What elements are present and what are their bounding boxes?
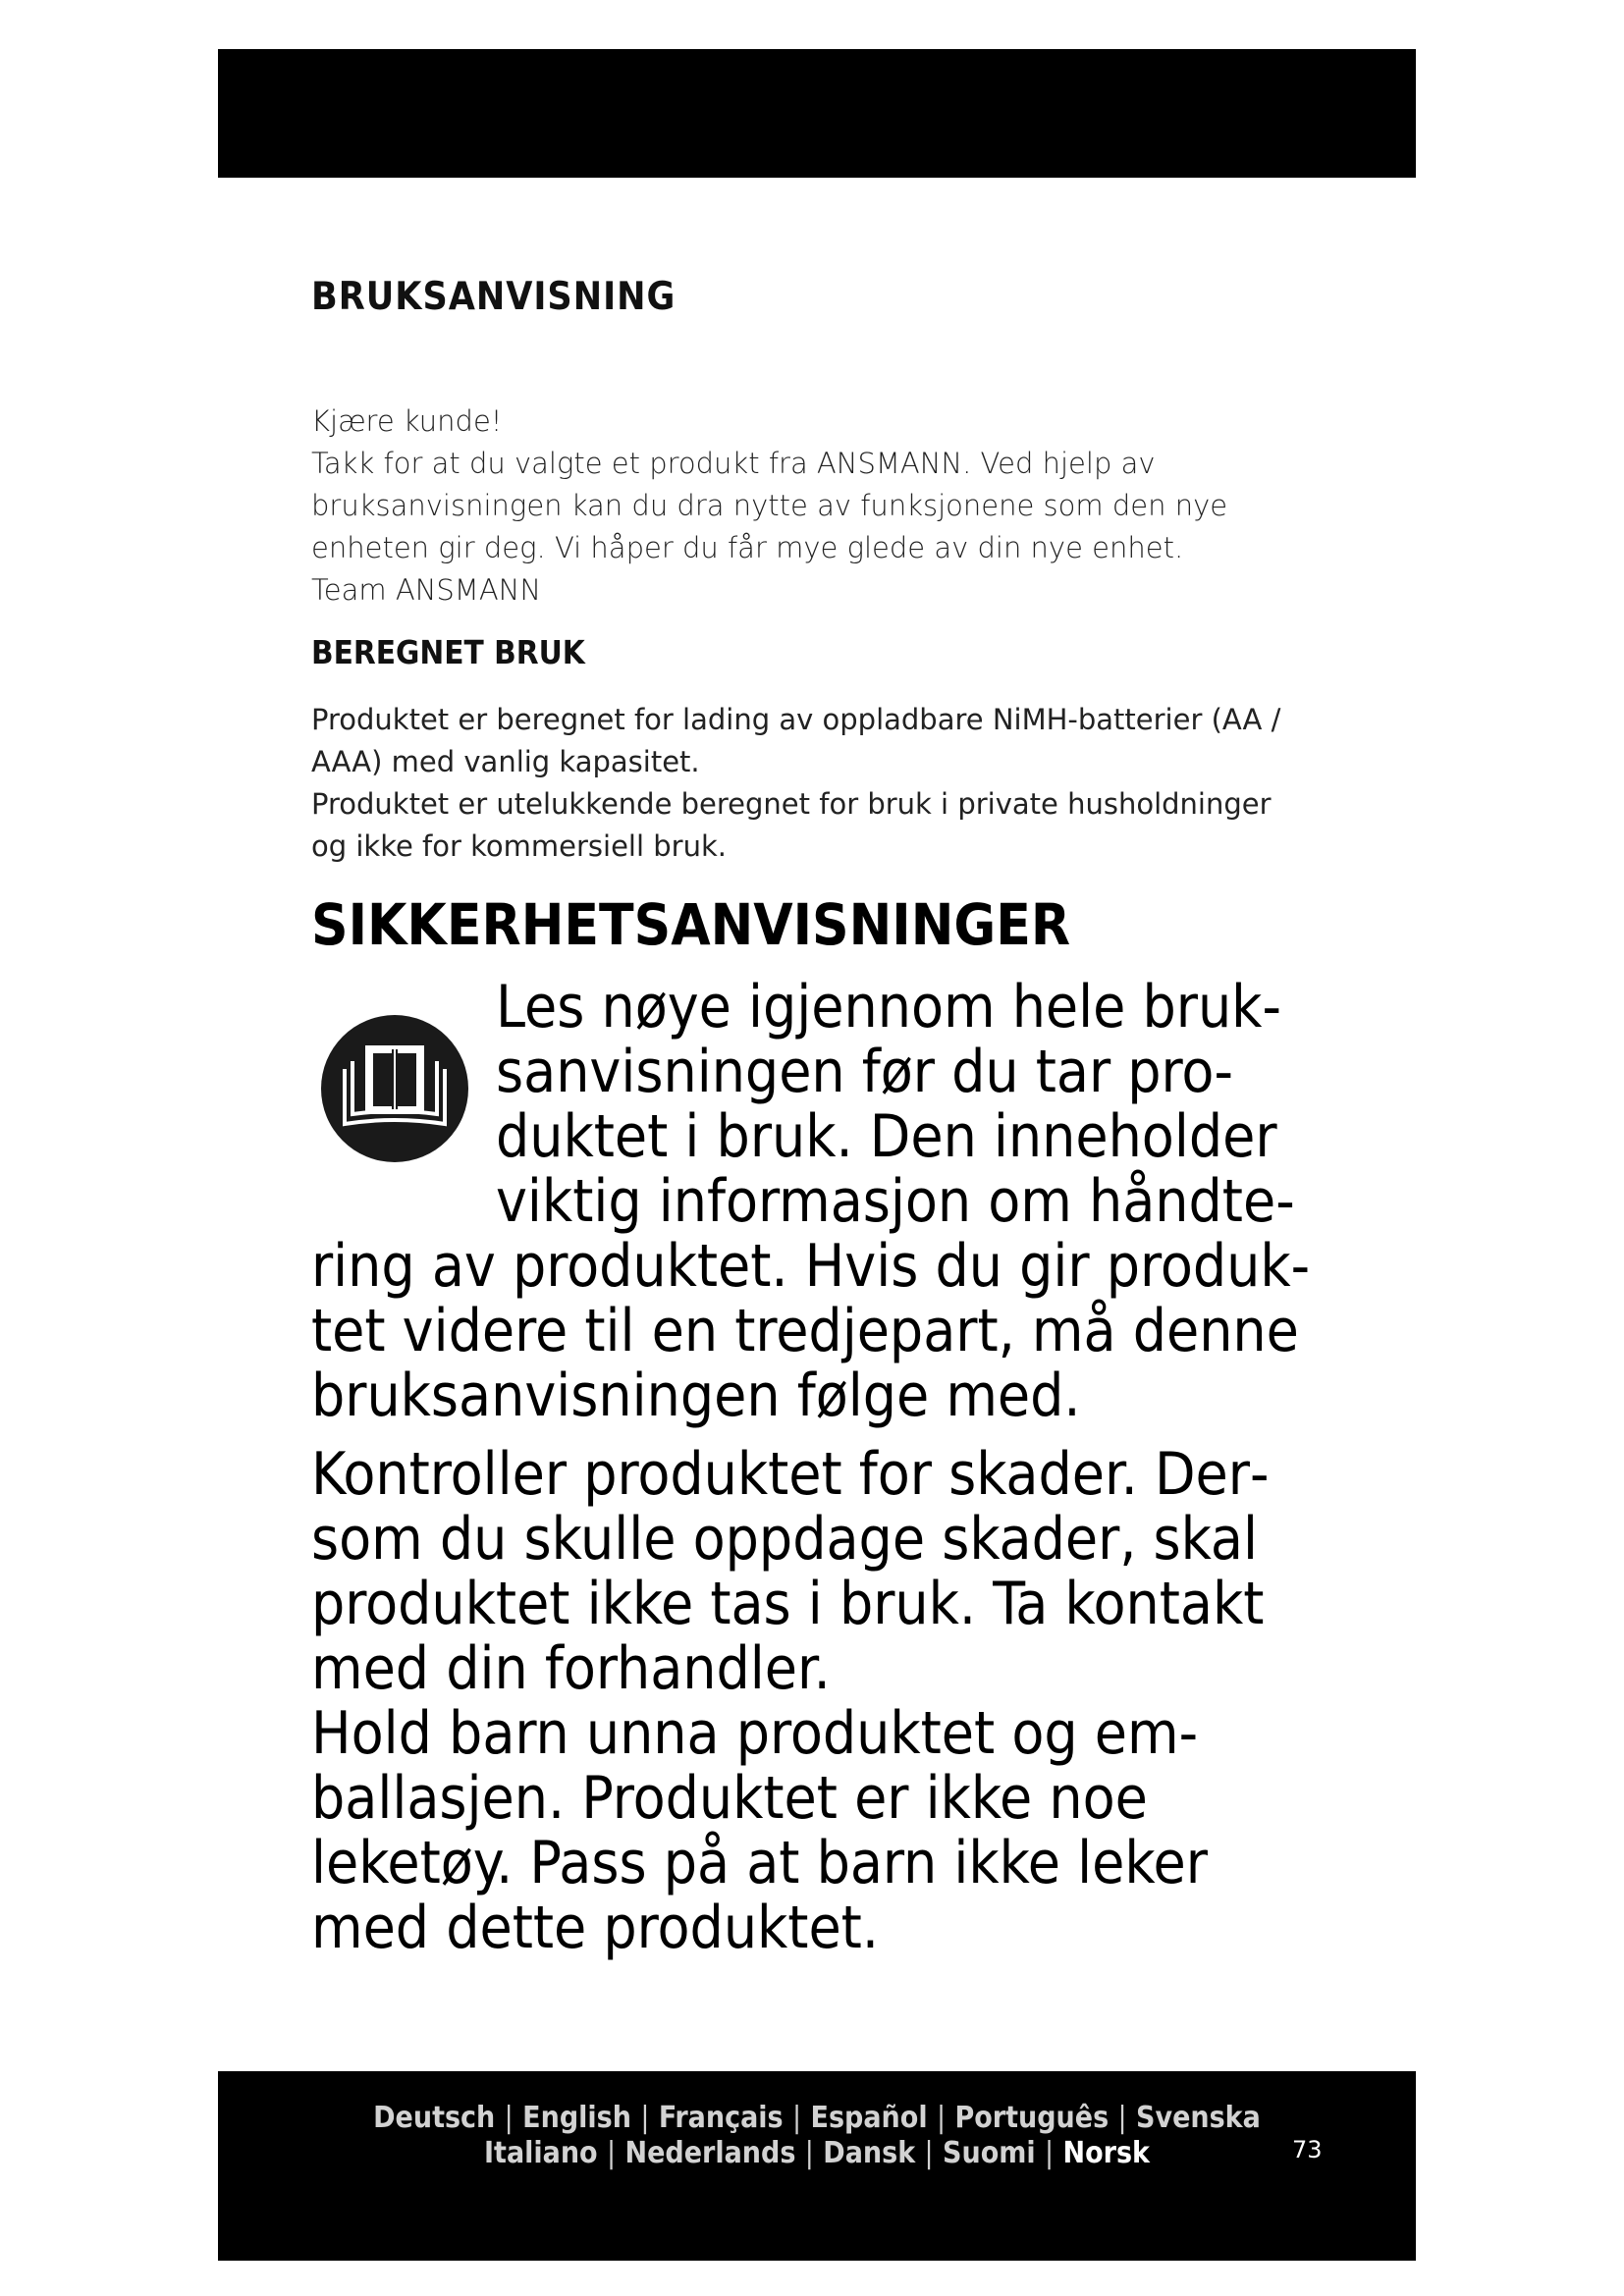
safety-paragraph-1: Les nøye igjennom hele bruksanvisningen før du tar produktet i bruk. Den inneholder viktig informasjon om håndtering av produktet. Hvis du gir produktet videre til en tredjepart, må denne bruksanvisningen følge med.	[311, 973, 1311, 1430]
separator: |	[936, 2101, 947, 2135]
lang-link[interactable]: Deutsch	[373, 2101, 496, 2135]
lang-link[interactable]: Español	[810, 2101, 928, 2135]
intended-use-section	[311, 699, 1313, 868]
lang-link[interactable]: Suomi	[943, 2136, 1036, 2170]
separator: |	[924, 2136, 934, 2170]
book-icon	[311, 975, 486, 1171]
intro-signature: Team ANSMANN	[311, 573, 542, 607]
lang-link[interactable]: Dansk	[823, 2136, 916, 2170]
separator: |	[792, 2101, 802, 2135]
safety-paragraph-2: Kontroller produktet for skader. Dersom du skulle oppdage skader, skal produktet ikke tas i bruk. Ta kontakt med din forhandler.	[311, 1440, 1270, 1703]
safety-section	[311, 975, 1318, 1960]
lang-link[interactable]: Français	[658, 2101, 784, 2135]
lang-link[interactable]: Nederlands	[624, 2136, 796, 2170]
language-line-1	[218, 2101, 1416, 2136]
top-bar	[218, 49, 1416, 178]
language-nav	[218, 2101, 1416, 2171]
separator: |	[1045, 2136, 1055, 2170]
lang-link[interactable]: Italiano	[484, 2136, 598, 2170]
safety-paragraph-3: Hold barn unna produktet og emballasjen. Produktet er ikke noe leketøy. Pass på at barn ikke leker med dette produktet.	[311, 1699, 1208, 1962]
intended-use-paragraph-1: Produktet er beregnet for lading av oppladbare NiMH-batterier (AA / AAA) med vanlig kapasitet.	[311, 703, 1281, 778]
language-line-2	[218, 2136, 1416, 2171]
page-title: BRUKSANVISNING	[311, 275, 677, 319]
intro-body: Takk for at du valgte et produkt fra ANSMANN. Ved hjelp av bruksanvisningen kan du dra nytte av funksjonene som den nye enheten gir deg. Vi håper du får mye glede av din nye enhet.	[311, 447, 1228, 564]
safety-heading: SIKKERHETSANVISNINGER	[311, 891, 1071, 958]
lang-link-active[interactable]: Norsk	[1062, 2136, 1150, 2170]
intended-use-paragraph-2: Produktet er utelukkende beregnet for bruk i private husholdninger og ikke for kommersiell bruk.	[311, 787, 1272, 863]
intended-use-heading: BEREGNET BRUK	[311, 633, 585, 671]
separator: |	[504, 2101, 514, 2135]
separator: |	[640, 2101, 650, 2135]
lang-link[interactable]: Português	[954, 2101, 1110, 2135]
separator: |	[607, 2136, 617, 2170]
lang-link[interactable]: English	[522, 2101, 631, 2135]
page-number: 73	[1292, 2136, 1323, 2163]
lang-link[interactable]: Svenska	[1136, 2101, 1261, 2135]
intro-greeting: Kjære kunde!	[311, 404, 503, 438]
intro-section	[311, 400, 1313, 612]
separator: |	[1117, 2101, 1127, 2135]
separator: |	[804, 2136, 814, 2170]
